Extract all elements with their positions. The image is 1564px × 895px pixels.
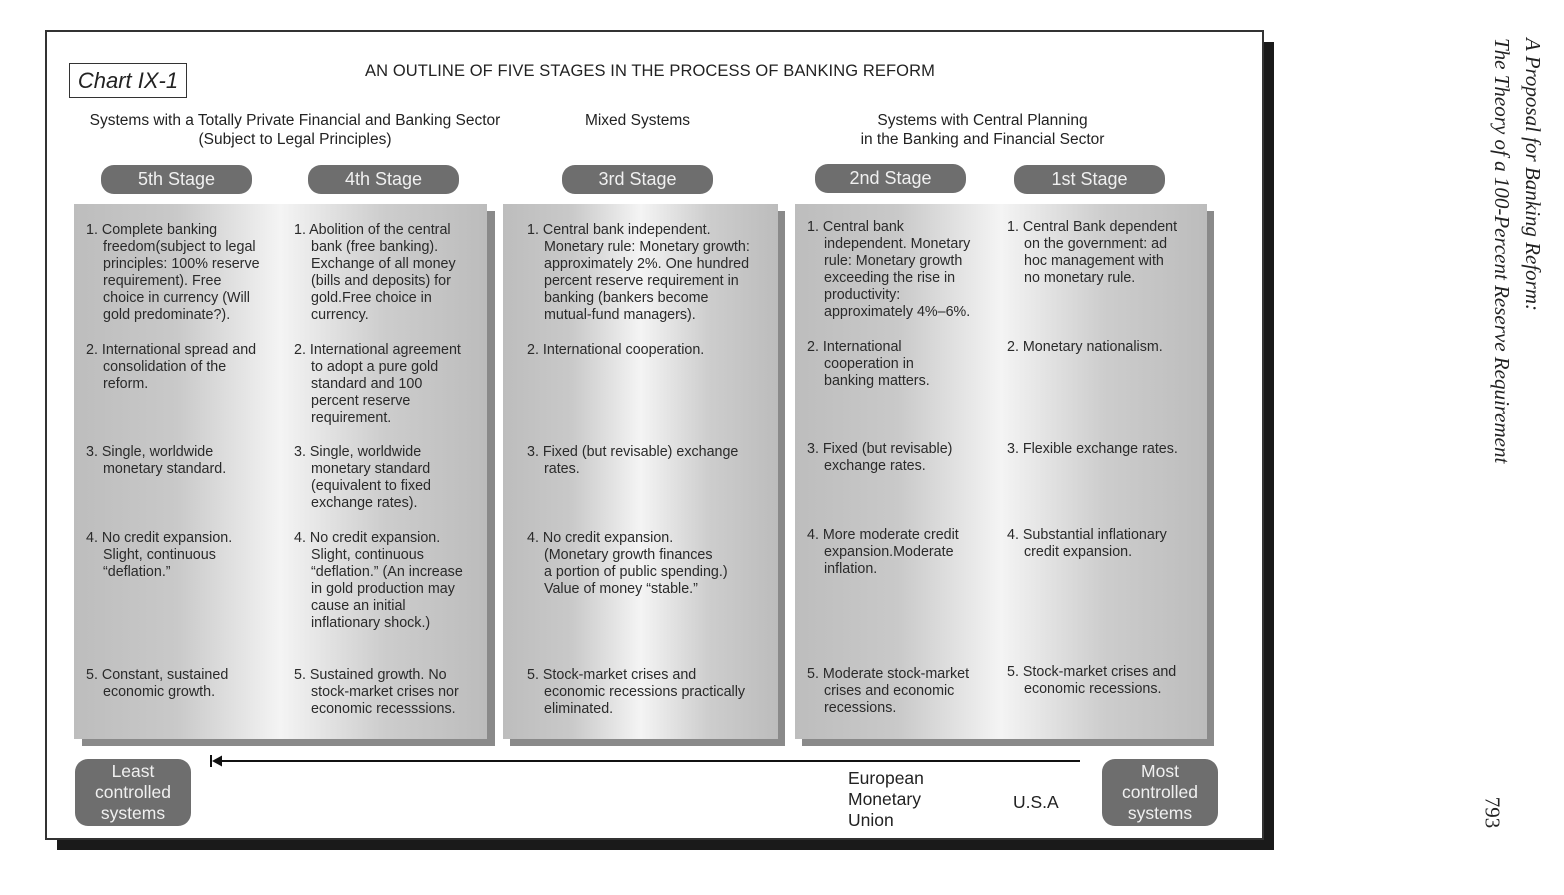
stage-item: 3. Flexible exchange rates.: [1007, 441, 1178, 457]
stage-item: 4. No credit expansion. (Monetary growth finances a portion of public spending.) Value of money “stable.”: [527, 530, 728, 597]
group-heading-line: Systems with Central Planning: [877, 112, 1088, 129]
stage-item: 4. No credit expansion. Slight, continuous “deflation.” (An increase in gold production may cause an initial inflationary shock.): [294, 530, 463, 631]
group-heading-line: Mixed Systems: [584, 112, 691, 129]
arrow-head-icon: [212, 756, 222, 767]
stage-item: 2. International spread and consolidation of the reform.: [86, 342, 257, 392]
stage-item: 1. Central bank independent. Monetary rule: Monetary growth: approximately 2%. One hundred percent reserve requirement in banking (bankers become mutual-fund managers).: [527, 222, 750, 323]
stage-item: 5. Sustained growth. No stock-market crises nor economic recesssions.: [294, 667, 459, 717]
stage-item: 4. More moderate credit expansion.Moderate inflation.: [807, 527, 959, 577]
group-heading-line: in the Banking and Financial Sector: [860, 130, 1105, 148]
stage-item: 4. Substantial inflationary credit expansion.: [1007, 527, 1167, 560]
most-controlled-label: Most controlled systems: [1102, 759, 1218, 826]
group-heading-line: Systems with a Totally Private Financial and Banking Sector: [89, 112, 501, 129]
stage-label-4th: 4th Stage: [308, 165, 459, 194]
chart-title: AN OUTLINE OF FIVE STAGES IN THE PROCESS OF BANKING REFORM: [365, 62, 935, 80]
running-title-line: The Theory of a 100-Percent Reserve Requirement: [1490, 38, 1514, 464]
stage-item: 1. Central bank independent. Monetary rule: Monetary growth exceeding the rise in productivity: approximately 4%–6%.: [807, 219, 971, 320]
stage-item: 2. International agreement to adopt a pure gold standard and 100 percent reserve requirement.: [294, 342, 461, 426]
direction-arrow-icon: [205, 753, 1085, 769]
stage-label-1st: 1st Stage: [1014, 165, 1165, 194]
stage-item: 1. Abolition of the central bank (free banking). Exchange of all money (bills and deposits) for gold.Free choice in currency.: [294, 222, 456, 323]
page-number: 793: [1480, 796, 1505, 829]
stage-item: 5. Moderate stock-market crises and economic recessions.: [807, 666, 970, 716]
running-title-line: A Proposal for Banking Reform:: [1521, 38, 1545, 311]
stage-label-3rd: 3rd Stage: [562, 165, 713, 194]
stage-item: 1. Complete banking freedom(subject to legal principles: 100% reserve requirement). Free choice in currency (Will gold predominate?).: [86, 222, 260, 323]
stage-item: 2. International cooperation in banking matters.: [807, 339, 930, 389]
stage-item: 2. International cooperation.: [527, 342, 705, 358]
group-heading-central: [820, 112, 1145, 149]
stage-item: 3. Single, worldwide monetary standard (equivalent to fixed exchange rates).: [294, 444, 432, 511]
stage-item: 1. Central Bank dependent on the government: ad hoc management with no monetary rule.: [1007, 219, 1178, 286]
group-heading-private: [60, 112, 530, 149]
least-controlled-label: Least controlled systems: [75, 759, 191, 826]
chart-label: Chart IX-1: [69, 63, 187, 98]
stage-item: 5. Constant, sustained economic growth.: [86, 667, 229, 700]
european-monetary-union-label: European Monetary Union: [848, 768, 924, 830]
group-heading-line: (Subject to Legal Principles): [198, 130, 392, 148]
stage-item: 5. Stock-market crises and economic recessions practically eliminated.: [527, 667, 746, 717]
stage-item: 4. No credit expansion. Slight, continuous “deflation.”: [86, 530, 233, 580]
stage-label-5th: 5th Stage: [101, 165, 252, 194]
stage-item: 3. Fixed (but revisable) exchange rates.: [527, 444, 739, 477]
stage-item: 3. Single, worldwide monetary standard.: [86, 444, 227, 477]
stage-item: 3. Fixed (but revisable) exchange rates.: [807, 441, 953, 474]
stage-item: 2. Monetary nationalism.: [1007, 339, 1163, 355]
usa-label: U.S.A: [1013, 792, 1059, 812]
stage-item: 5. Stock-market crises and economic recessions.: [1007, 664, 1177, 697]
running-title-text: [1486, 38, 1548, 538]
running-title: [1474, 38, 1548, 538]
stage-label-2nd: 2nd Stage: [815, 164, 966, 193]
group-heading-mixed: [540, 112, 735, 131]
